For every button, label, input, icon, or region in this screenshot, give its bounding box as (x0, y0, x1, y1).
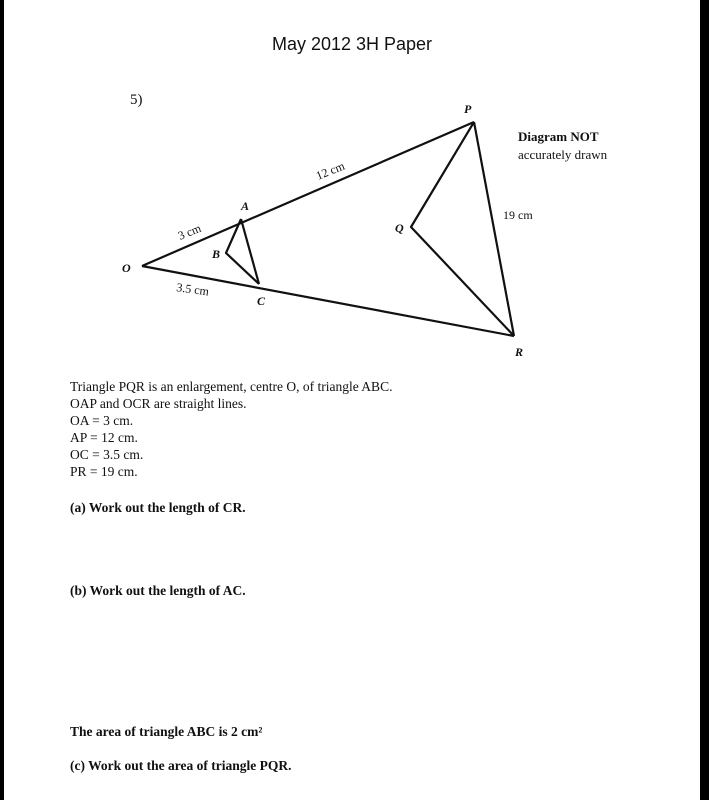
part-b: (b) Work out the length of AC. (70, 583, 246, 598)
triangle-abc-edges (226, 219, 259, 284)
part-c: (c) Work out the area of triangle PQR. (70, 758, 292, 773)
diagram-note-line1: Diagram NOT (518, 129, 599, 144)
line-oap (142, 122, 474, 266)
label-a: A (241, 199, 250, 213)
side-pr (474, 122, 514, 336)
part-a: (a) Work out the length of CR. (70, 500, 246, 515)
exam-sheet (4, 0, 700, 800)
statement-line: OAP and OCR are straight lines. (70, 396, 247, 411)
length-oa: 3 cm (175, 220, 204, 243)
page-title: May 2012 3H Paper (271, 34, 433, 54)
question-statements (70, 378, 392, 480)
similar-triangles-diagram (4, 0, 700, 370)
triangle-pqr-edges (411, 122, 514, 336)
area-statement: The area of triangle ABC is 2 cm² (70, 724, 263, 739)
label-r: R (515, 345, 524, 359)
statement-line: PR = 19 cm. (70, 464, 138, 479)
statement-line: AP = 12 cm. (70, 430, 138, 445)
label-p: P (464, 102, 472, 116)
label-b: B (212, 247, 221, 261)
statement-line: OC = 3.5 cm. (70, 447, 144, 462)
label-q: Q (395, 221, 404, 235)
statement-line: OA = 3 cm. (70, 413, 134, 428)
label-o: O (122, 261, 131, 275)
label-c: C (257, 294, 266, 308)
length-ap: 12 cm (313, 158, 347, 183)
question-number: 5) (130, 92, 143, 108)
length-pr: 19 cm (503, 208, 533, 222)
diagram-note-line2: accurately drawn (518, 147, 608, 162)
statement-line: Triangle PQR is an enlargement, centre O, of triangle ABC. (70, 379, 393, 394)
length-oc: 3.5 cm (175, 280, 210, 299)
